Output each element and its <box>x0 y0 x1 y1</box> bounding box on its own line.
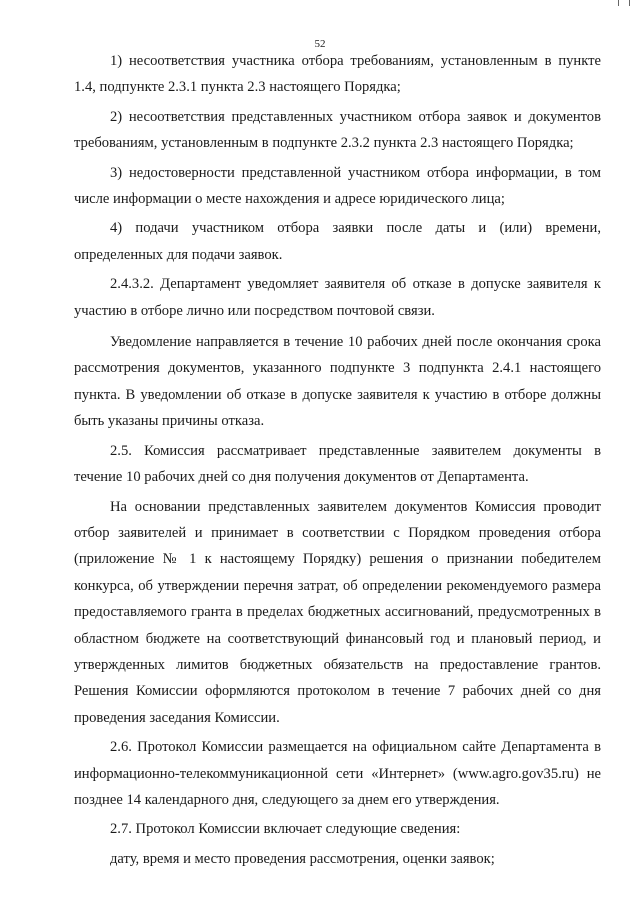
paragraph-2-6: 2.6. Протокол Комиссии размещается на официальном сайте Департамента в информационно-телекоммуникационной сети «Интернет» (www.agro.gov35.ru) не позднее 14 календарного дня, следующего за днем его утверждения. <box>74 739 601 808</box>
paragraph-commission-decision: На основании представленных заявителем документов Комиссия проводит отбор заявителей и принимает в соответствии с Порядком проведения отбора (приложение № 1 к настоящему Порядку) решения о признании победителем конкурса, об утверждении перечня затрат, об определении рекомендуемого размера предоставляемого гранта в пределах бюджетных ассигнований, предусмотренных в областном бюджете на соответствующий финансовый год и плановый период, и утвержденных лимитов бюджетных обязательств на предоставление грантов. Решения Комиссии оформляются протоколом в течение 7 рабочих дней со дня проведения заседания Комиссии. <box>74 498 601 726</box>
document-body <box>74 48 601 872</box>
paragraph-item-4: 4) подачи участником отбора заявки после даты и (или) времени, определенных для подачи заявок. <box>74 220 601 263</box>
paragraph-item-2: 2) несоответствия представленных участником отбора заявок и документов требованиям, установленным в подпункте 2.3.2 пункта 2.3 настоящего Порядка; <box>74 108 601 152</box>
paragraph-item-1: 1) несоответствия участника отбора требованиям, установленным в пункте 1.4, подпункте 2.3.1 пункта 2.3 настоящего Порядка; <box>74 53 601 96</box>
page-number: 52 <box>314 38 326 50</box>
paragraph-notification: Уведомление направляется в течение 10 рабочих дней после окончания срока рассмотрения документов, указанного подпункте 3 подпункта 2.4.1 настоящего пункта. В уведомлении об отказе в допуске заявителя к участию в отборе должны быть указаны причины отказа. <box>74 334 601 430</box>
paragraph-2-4-3-2: 2.4.3.2. Департамент уведомляет заявителя об отказе в допуске заявителя к участию в отборе лично или посредством почтовой связи. <box>74 276 601 319</box>
paragraph-2-7: 2.7. Протокол Комиссии включает следующие сведения: <box>110 821 461 838</box>
corner-mark <box>618 0 630 6</box>
paragraph-item-3: 3) недостоверности представленной участником отбора информации, в том числе информации о месте нахождения и адресе юридического лица; <box>74 164 601 208</box>
paragraph-date-time-place: дату, время и место проведения рассмотрения, оценки заявок; <box>110 850 495 867</box>
paragraph-2-5: 2.5. Комиссия рассматривает представленные заявителем документы в течение 10 рабочих дней со дня получения документов от Департамента. <box>74 442 601 486</box>
